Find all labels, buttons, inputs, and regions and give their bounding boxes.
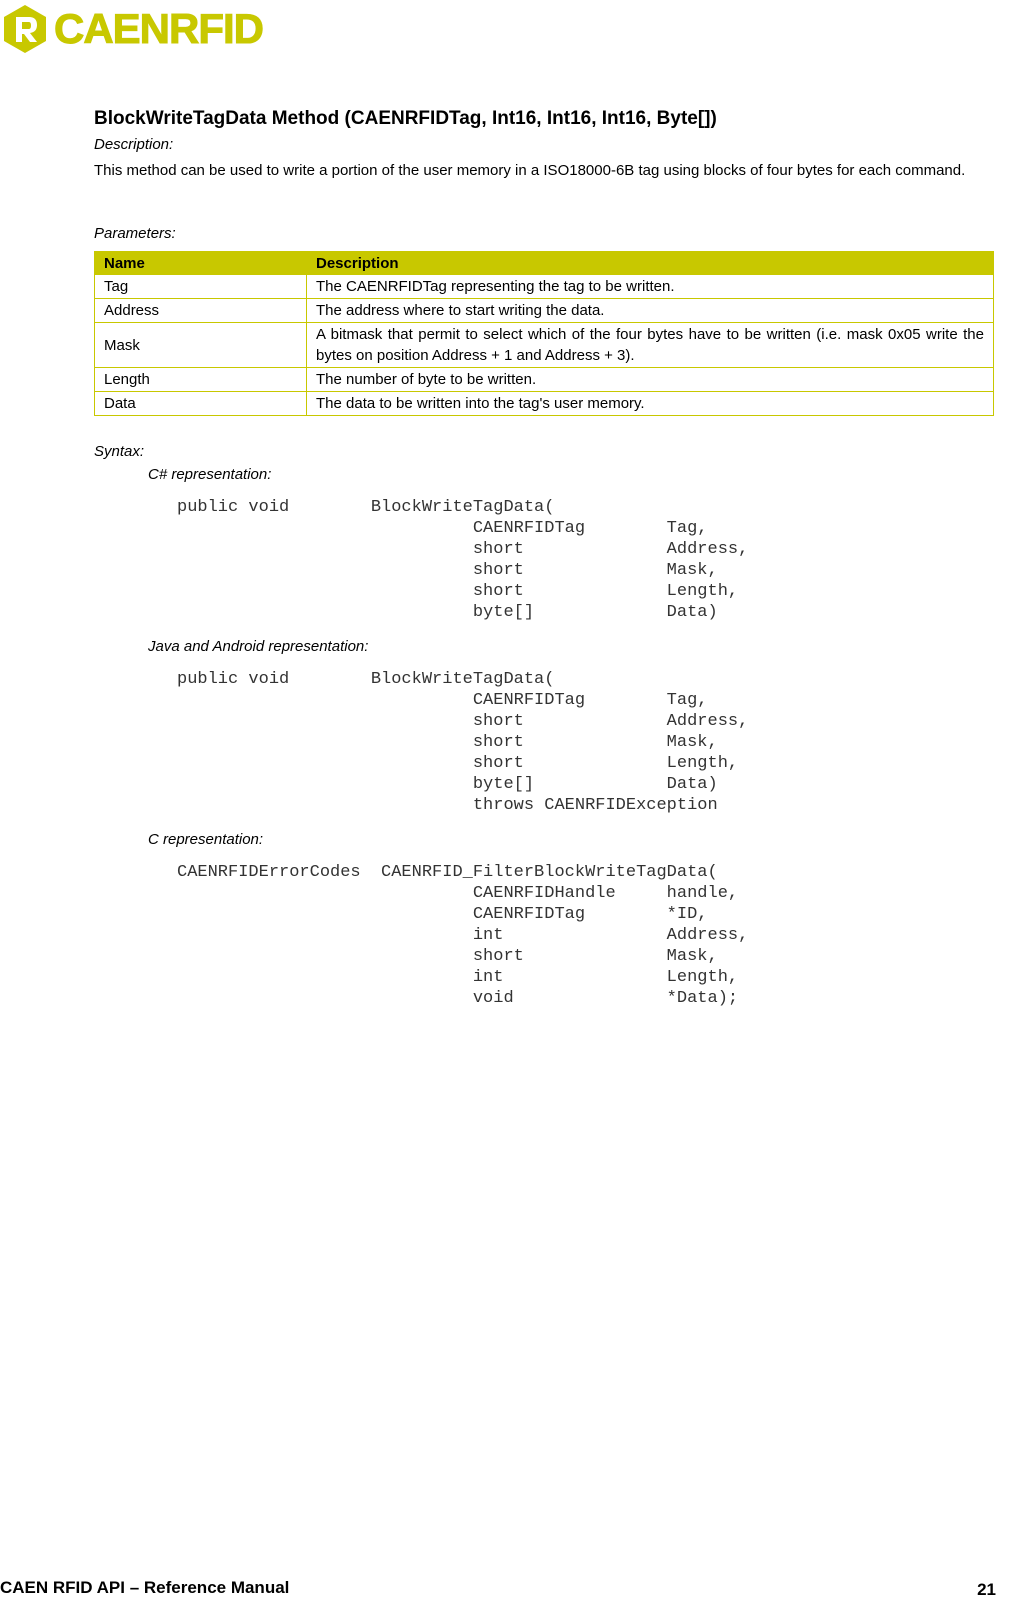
param-name: Data <box>95 392 307 416</box>
table-header-row <box>95 252 994 275</box>
column-header-description: Description <box>307 252 994 275</box>
parameters-table <box>94 251 994 416</box>
page-number: 21 <box>977 1580 996 1599</box>
syntax-label: Syntax: <box>94 443 145 460</box>
param-description: The address where to start writing the data. <box>307 299 994 323</box>
csharp-code: public void BlockWriteTagData( CAENRFIDTag Tag, short Address, short Mask, short Length, byte[] Data) <box>177 498 749 622</box>
table-row <box>95 323 994 368</box>
param-name: Tag <box>95 275 307 299</box>
param-description: The number of byte to be written. <box>307 368 994 392</box>
c-label: C representation: <box>148 831 264 848</box>
logo-wordmark: CAENRFID <box>54 5 263 52</box>
column-header-name: Name <box>95 252 307 275</box>
table-row <box>95 392 994 416</box>
table-row <box>95 275 994 299</box>
param-name: Length <box>95 368 307 392</box>
java-code: public void BlockWriteTagData( CAENRFIDTag Tag, short Address, short Mask, short Length, byte[] Data) throws CAENRFIDException <box>177 670 749 815</box>
parameters-label: Parameters: <box>94 225 176 242</box>
param-description: A bitmask that permit to select which of the four bytes have to be written (i.e. mask 0x05 write the bytes on position Address + 1 and Address + 3). <box>307 323 994 368</box>
description-label: Description: <box>94 136 174 153</box>
c-code: CAENRFIDErrorCodes CAENRFID_FilterBlockWriteTagData( CAENRFIDHandle handle, CAENRFIDTag *ID, int Address, short Mask, int Length, void *Data); <box>177 863 749 1008</box>
table-row <box>95 299 994 323</box>
footer-manual-title: CAEN RFID API – Reference Manual <box>0 1578 290 1597</box>
caenrfid-logo-icon <box>2 4 48 54</box>
param-description: The data to be written into the tag's user memory. <box>307 392 994 416</box>
table-row <box>95 368 994 392</box>
param-name: Mask <box>95 323 307 368</box>
java-label: Java and Android representation: <box>148 638 369 655</box>
param-name: Address <box>95 299 307 323</box>
csharp-label: C# representation: <box>148 466 272 483</box>
param-description: The CAENRFIDTag representing the tag to be written. <box>307 275 994 299</box>
description-text: This method can be used to write a portion of the user memory in a ISO18000-6B tag using blocks of four bytes for each command. <box>94 162 966 179</box>
caenrfid-logo <box>2 4 272 54</box>
method-title: BlockWriteTagData Method (CAENRFIDTag, Int16, Int16, Int16, Byte[]) <box>94 108 717 129</box>
